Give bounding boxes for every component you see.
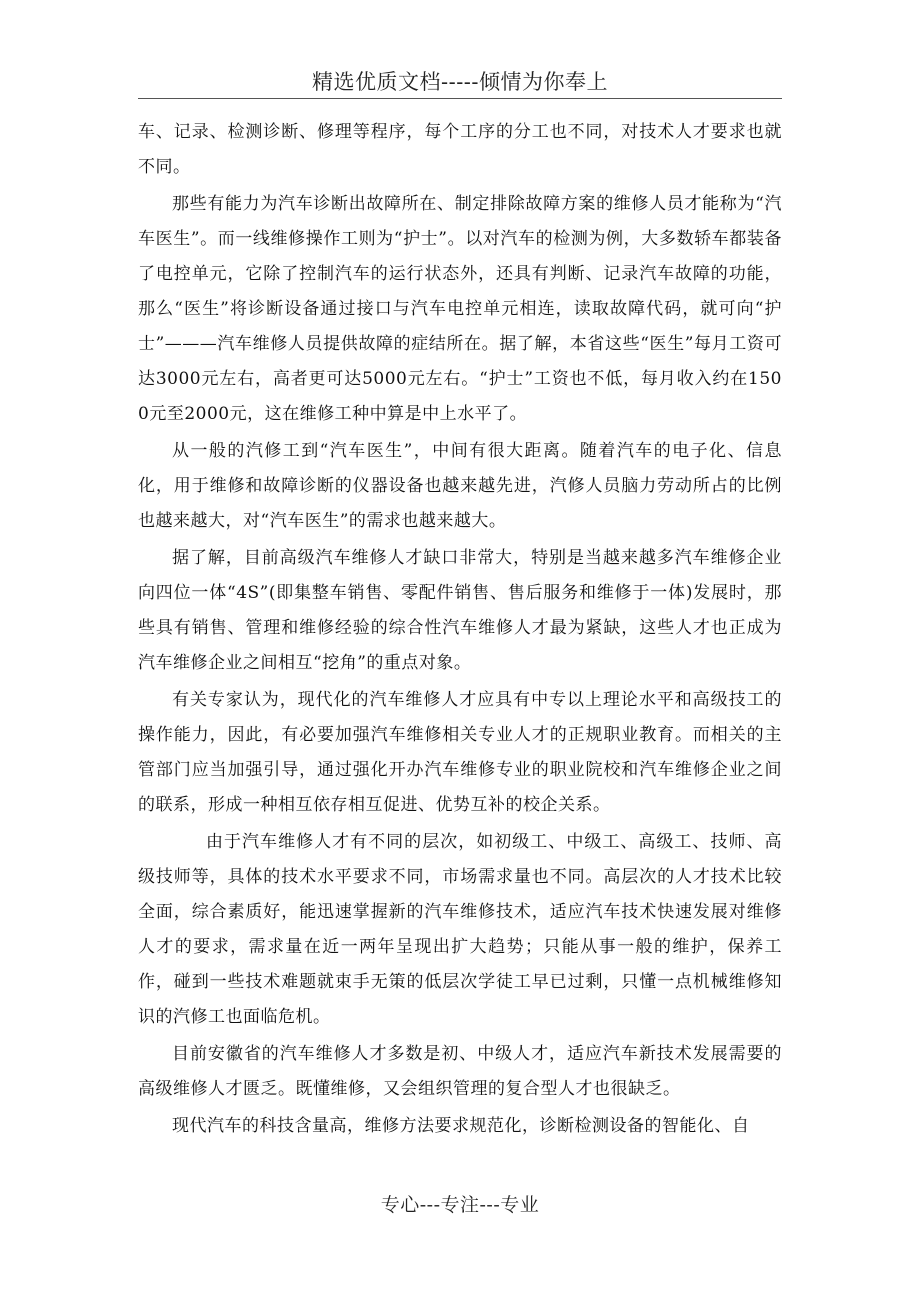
paragraph-car-doctor: 那些有能力为汽车诊断出故障所在、制定排除故障方案的维修人员才能称为“汽车医生”。而一线维修操作工则为“护士”。以对汽车的检测为例，大多数轿车都装备了电控单元，它除了控制汽车的运行状态外，还具有判断、记录汽车故障的功能，那么“医生”将诊断设备通过接口与汽车电控单元相连，读取故障代码，就可向“护士”———汽车维修人员提供故障的症结所在。据了解，本省这些“医生”每月工资可达3000元左右，高者更可达5000元左右。“护士”工资也不低，每月收入约在1500元至2000元，这在维修工种中算是中上水平了。: [138, 194, 782, 424]
header-divider: [138, 98, 782, 99]
paragraph-talent-levels: 由于汽车维修人才有不同的层次，如初级工、中级工、高级工、技师、高级技师等，具体的技术水平要求不同，市场需求量也不同。高层次的人才技术比较全面，综合素质好，能迅速掌握新的汽车维修技术，适应汽车技术快速发展对维修人才的要求，需求量在近一两年呈现出扩大趋势；只能从事一般的维护，保养工作，碰到一些技术难题就束手无策的低层次学徒工早已过剩，只懂一点机械维修知识的汽修工也面临危机。: [138, 832, 782, 1027]
paragraph-talent-gap: 据了解，目前高级汽车维修人才缺口非常大，特别是当越来越多汽车维修企业向四位一体“4S”(即集整车销售、零配件销售、售后服务和维修于一体)发展时，那些具有销售、管理和维修经验的综合性汽车维修人才最为紧缺，这些人才也正成为汽车维修企业之间相互“挖角”的重点对象。: [138, 548, 782, 673]
document-body: [138, 115, 782, 1146]
paragraph-expert-view: 有关专家认为，现代化的汽车维修人才应具有中专以上理论水平和高级技工的操作能力，因此，有必要加强汽车维修相关专业人才的正规职业教育。而相关的主管部门应当加强引导，通过强化开办汽车维修专业的职业院校和汽车维修企业之间的联系，形成一种相互依存相互促进、优势互补的校企关系。: [138, 690, 782, 815]
page-footer: 专心---专注---专业: [380, 1194, 540, 1216]
page-header: 精选优质文档-----倾情为你奉上: [312, 70, 608, 94]
paragraph-continuation: 车、记录、检测诊断、修理等程序，每个工序的分工也不同，对技术人才要求也就不同。: [138, 122, 782, 177]
paragraph-modern-car: 现代汽车的科技含量高，维修方法要求规范化，诊断检测设备的智能化、自: [172, 1116, 750, 1136]
paragraph-anhui: 目前安徽省的汽车维修人才多数是初、中级人才，适应汽车新技术发展需要的高级维修人才匮乏。既懂维修，又会组织管理的复合型人才也很缺乏。: [138, 1044, 782, 1099]
paragraph-distance: 从一般的汽修工到“汽车医生”，中间有很大距离。随着汽车的电子化、信息化，用于维修和故障诊断的仪器设备也越来越先进，汽修人员脑力劳动所占的比例也越来越大，对“汽车医生”的需求也越来越大。: [138, 441, 782, 531]
